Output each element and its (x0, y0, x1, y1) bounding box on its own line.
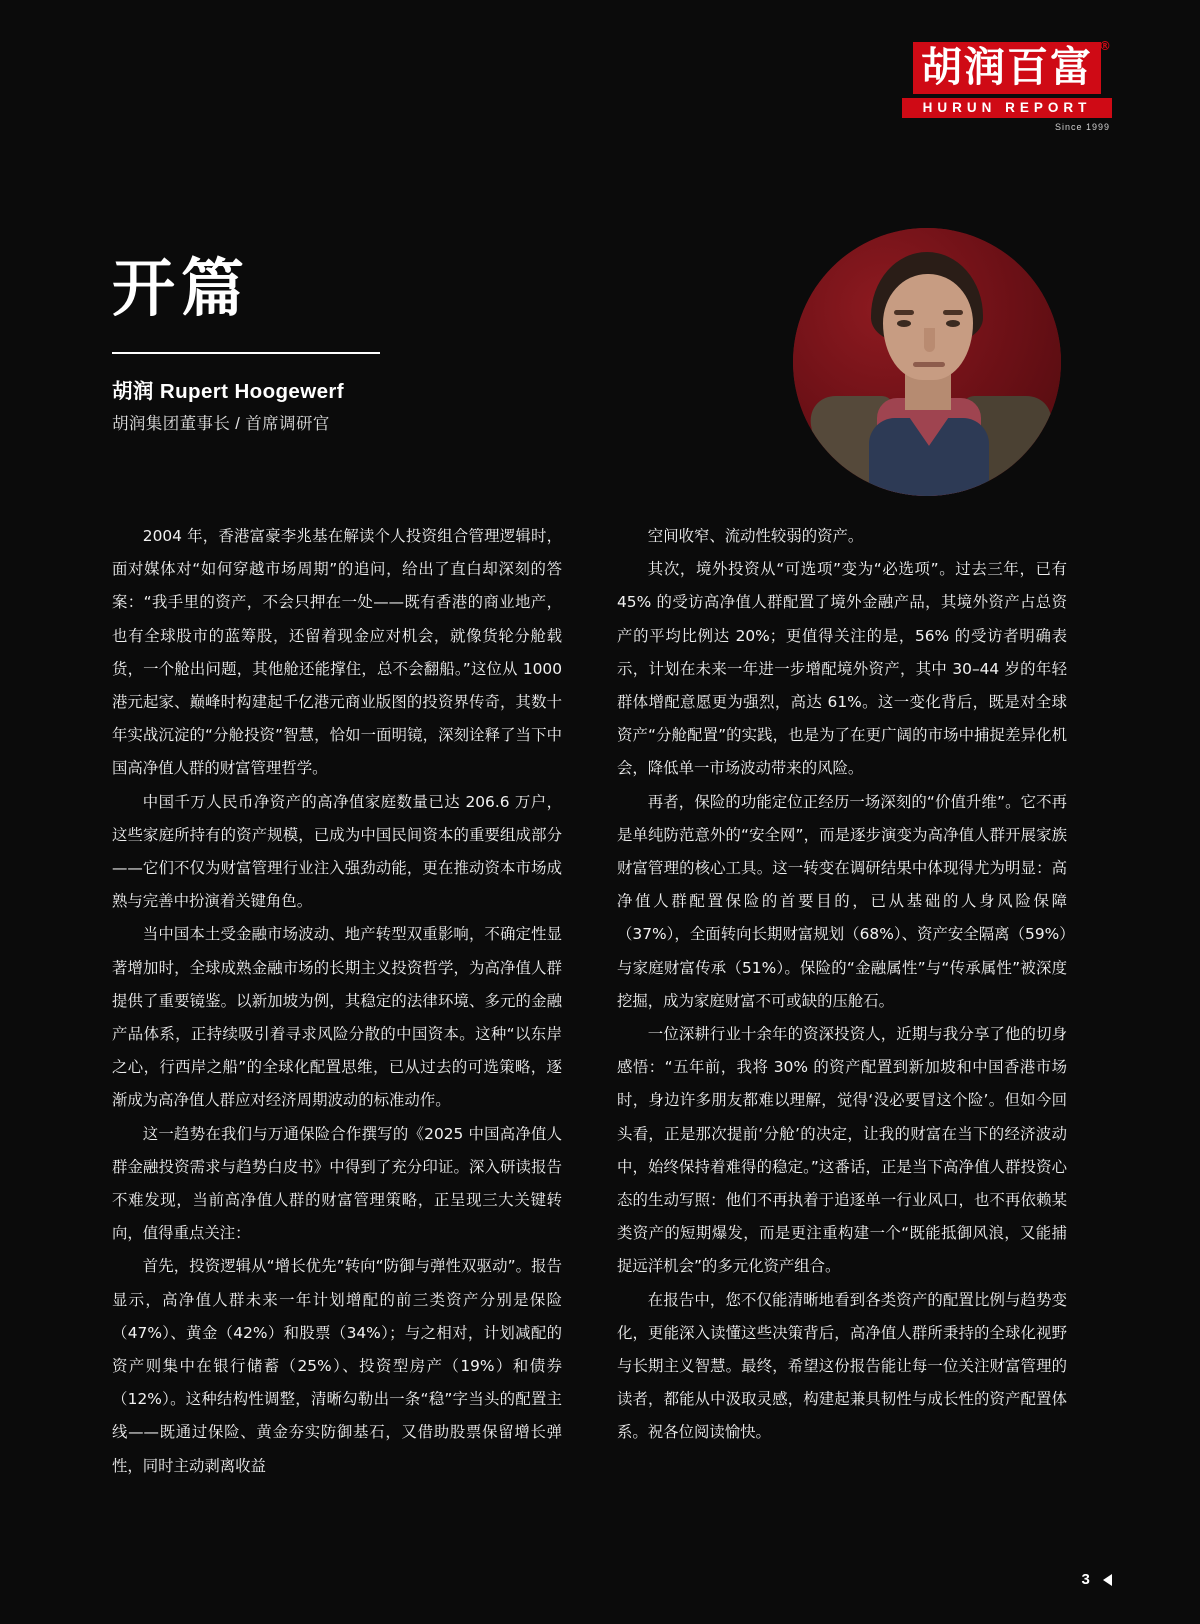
portrait-brow-left (894, 310, 914, 315)
paragraph: 当中国本土受金融市场波动、地产转型双重影响，不确定性显著增加时，全球成熟金融市场的长期主义投资哲学，为高净值人群提供了重要镜鉴。以新加坡为例，其稳定的法律环境、多元的金融产品体系，正持续吸引着寻求风险分散的中国资本。这种“以东岸之心，行西岸之船”的全球化配置思维，已从过去的可选策略，逐渐成为高净值人群应对经济周期波动的标准动作。 (112, 925, 562, 1110)
registered-trademark-icon: ® (1099, 39, 1113, 53)
paragraph: 在报告中，您不仅能清晰地看到各类资产的配置比例与趋势变化，更能深入读懂这些决策背后，高净值人群所秉持的全球化视野与长期主义智慧。最终，希望这份报告能让每一位关注财富管理的读者，都能从中汲取灵感，构建起兼具韧性与成长性的资产配置体系。祝各位阅读愉快。 (617, 1290, 1067, 1442)
triangle-icon (1103, 1574, 1112, 1586)
masthead-chinese-text: 胡润百富 (921, 43, 1093, 91)
masthead-logo (902, 39, 1113, 133)
paragraph: 空间收窄、流动性较弱的资产。 (647, 527, 864, 545)
portrait-eye-left (897, 320, 911, 327)
paragraph: 2004 年，香港富豪李兆基在解读个人投资组合管理逻辑时，面对媒体对“如何穿越市场周期”的追问，给出了直白却深刻的答案：“我手里的资产，不会只押在一处——既有香港的商业地产，也有全球股市的蓝筹股，还留着现金应对机会，就像货轮分舱载货，一个舱出问题，其他舱还能撑住，总不会翻船。”这位从 1000 港元起家、巅峰时构建起千亿港元商业版图的投资界传奇，其数十年实战沉淀的“分舱投资”智慧，恰如一面明镜，深刻诠释了当下中国高净值人群的财富管理哲学。 (112, 527, 562, 778)
paragraph: 首先，投资逻辑从“增长优先”转向“防御与弹性双驱动”。报告显示，高净值人群未来一年计划增配的前三类资产分别是保险（47%）、黄金（42%）和股票（34%）；与之相对，计划减配的资产则集中在银行储蓄（25%）、投资型房产（19%）和债券（12%）。这种结构性调整，清晰勾勒出一条“稳”字当头的配置主线——既通过保险、黄金夯实防御基石，又借助股票保留增长弹性，同时主动剥离收益 (112, 1257, 562, 1475)
body-column-right (617, 520, 1067, 1450)
portrait-mouth (913, 362, 945, 367)
title-divider (112, 352, 380, 354)
masthead-english-name: HURUN REPORT (902, 98, 1112, 118)
paragraph: 再者，保险的功能定位正经历一场深刻的“价值升维”。它不再是单纯防范意外的“安全网”，而是逐步演变为高净值人群开展家族财富管理的核心工具。这一转变在调研结果中体现得尤为明显：高净值人群配置保险的首要目的，已从基础的人身风险保障（37%），全面转向长期财富规划（68%）、资产安全隔离（59%）与家庭财富传承（51%）。保险的“金融属性”与“传承属性”被深度挖掘，成为家庭财富不可或缺的压舱石。 (617, 792, 1067, 1010)
paragraph: 这一趋势在我们与万通保险合作撰写的《2025 中国高净值人群金融投资需求与趋势白皮书》中得到了充分印证。深入研读报告不难发现，当前高净值人群的财富管理策略，正呈现三大关键转向，值得重点关注： (112, 1124, 562, 1243)
author-name: 胡润 Rupert Hoogewerf (112, 380, 344, 403)
author-role: 胡润集团董事长 / 首席调研官 (112, 415, 330, 433)
page-number: 3 (1081, 1571, 1091, 1588)
masthead-since: Since 1999 (1054, 122, 1110, 133)
body-column-left (112, 520, 562, 1483)
paragraph: 其次，境外投资从“可选项”变为“必选项”。过去三年，已有 45% 的受访高净值人群配置了境外金融产品，其境外资产占总资产的平均比例达 20%；更值得关注的是，56% 的受访者明确表示，计划在未来一年进一步增配境外资产，其中 30–44 岁的年轻群体增配意愿更为强烈，高达 61%。这一变化背后，既是对全球资产“分舱配置”的实践，也是为了在更广阔的市场中捕捉差异化机会，降低单一市场波动带来的风险。 (617, 560, 1067, 778)
page-folio (1081, 1571, 1112, 1588)
paragraph: 中国千万人民币净资产的高净值家庭数量已达 206.6 万户，这些家庭所持有的资产规模，已成为中国民间资本的重要组成部分——它们不仅为财富管理行业注入强劲动能，更在推动资本市场成熟与完善中扮演着关键角色。 (112, 792, 562, 911)
portrait-nose (924, 328, 935, 352)
paragraph: 一位深耕行业十余年的资深投资人，近期与我分享了他的切身感悟：“五年前，我将 30% 的资产配置到新加坡和中国香港市场时，身边许多朋友都难以理解，觉得‘没必要冒这个险’。但如今回头看，正是那次提前‘分舱’的决定，让我的财富在当下的经济波动中，始终保持着难得的稳定。”这番话，正是当下高净值人群投资心态的生动写照：他们不再执着于追逐单一行业风口，也不再依赖某类资产的短期爆发，而是更注重构建一个“既能抵御风浪，又能捕捉远洋机会”的多元化资产组合。 (617, 1025, 1067, 1276)
masthead-chinese-name (913, 39, 1113, 94)
portrait-eye-right (946, 320, 960, 327)
portrait-brow-right (943, 310, 963, 315)
page-title: 开篇 (112, 252, 250, 325)
author-portrait (793, 228, 1061, 496)
